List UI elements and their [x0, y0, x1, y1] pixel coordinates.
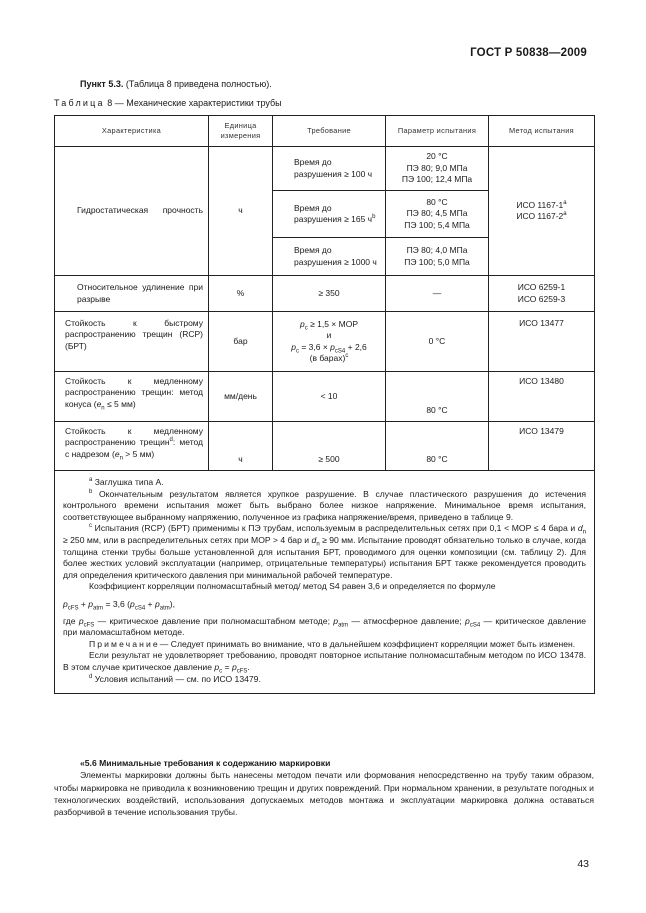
elong-unit: %	[209, 276, 273, 312]
hydro-req-3: Время до разрушения ≥ 1000 ч	[273, 238, 386, 276]
amendment-line	[80, 79, 272, 89]
table-caption-label: Таблица	[54, 98, 105, 108]
elong-requirement: ≥ 350	[273, 276, 386, 312]
notch-characteristic: Стойкость к медленному распространению трещин$^d$: метод с надрезом ($e_n > 5$ мм)	[55, 422, 209, 471]
rcp-param: 0 °С	[386, 312, 489, 372]
cone-requirement: < 10	[273, 372, 386, 422]
footnote-c: $^c$ Испытания (RCP) (БРТ) применимы к ПЭ трубам, используемым в распределительных сетях при 0,1 < MOP ≤ 4 бара и $d_n \ge 250$ мм, или в распределительных сетях при MOP > 4 бар и $d_n \ge 90$ мм. Испытание проводят обязательно только в случае, когда толщина стенки трубы больше установленной для испытания БРТ, проводимого для оценки композиции (см. таблицу 2). Для более жестких условий эксплуатации (например, отрицательные температуры) испытания БРТ также рекомендуется проводить для определения критического давления при минимальной рабочей температуре.	[63, 523, 586, 580]
footnote-d: $^d$ Условия испытаний — см. по ИСО 13479.	[89, 673, 261, 684]
amendment-label: Пункт 5.3.	[80, 79, 124, 89]
section-5-6	[54, 757, 594, 818]
hydro-characteristic: Гидростатическая прочность	[55, 147, 209, 276]
table-row	[55, 422, 595, 471]
amendment-text: (Таблица 8 приведена полностью).	[125, 79, 272, 89]
table-header-row	[55, 116, 595, 147]
hydro-methods: ИСО 1167-1$^a$ ИСО 1167-2$^a$	[489, 147, 595, 276]
notch-param: 80 °С	[386, 422, 489, 471]
elong-methods: ИСО 6259-1 ИСО 6259-3	[489, 276, 595, 312]
rcp-characteristic: Стойкость к быстрому распространению трещин (RCP) (БРТ)	[55, 312, 209, 372]
cone-unit: мм/день	[209, 372, 273, 422]
retest-text: Если результат не удовлетворяет требованию, проводят повторное испытание полномасштабным методом по ИСО 13478. В этом случае критическое давление $p_c = p_{cFS}$.	[63, 650, 586, 675]
mechanical-properties-table	[54, 115, 595, 694]
rcp-method: ИСО 13477	[489, 312, 595, 372]
correlation-formula: $p_{cFS} + p_{atm} = 3,6$ $(p_{cS4} + p_{atm})$,	[63, 598, 176, 612]
footnote-a: $^a$ Заглушка типа А.	[89, 477, 164, 487]
table-row	[55, 372, 595, 422]
table-row	[55, 276, 595, 312]
footnote-b: $^b$ Окончательным результатом является хрупкое разрушение. В случае пластического разрушения до истечения контрольного времени испытания может быть выбрано более низкое напряжение. Минимальное время испытания, соответствующее выбранному напряжению, полученное из графика напряжение/время, приведено в таблице 9.	[63, 488, 587, 522]
hydro-req-1: Время до разрушения ≥ 100 ч	[273, 147, 386, 191]
hydro-unit: ч	[209, 147, 273, 276]
note-primechanie: Примечание— Следует принимать во внимание, что в дальнейшем коэффициент корреляции может быть изменен.	[89, 638, 576, 649]
formula-legend: где $p_{cFS}$ — критическое давление при полномасштабном методе; $p_{atm}$ — атмосферное давление; $p_{cS4}$ — критическое давление при маломасштабном методе.	[63, 615, 587, 638]
hydro-param-1: 20 °С ПЭ 80; 9,0 МПа ПЭ 100; 12,4 МПа	[386, 147, 489, 191]
standard-header: ГОСТ Р 50838—2009	[470, 47, 587, 59]
header-parameter: Параметр испытания	[386, 116, 489, 147]
section-body: Элементы маркировки должны быть нанесены методом печати или формования непосредственно на трубу таким образом, чтобы маркировка не приводила к возникновению трещин и других повреждений. При нормальном хранении, в результате погодных и технологических воздействий, использования допускаемых методов монтажа и эксплуатации маркировка должна оставаться разборчивой в течение использования трубы.	[54, 770, 594, 818]
table-caption	[54, 98, 282, 108]
header-characteristic: Характеристика	[55, 116, 209, 147]
rcp-unit: бар	[209, 312, 273, 372]
table-caption-text: 8 — Механические характеристики трубы	[107, 98, 282, 108]
header-unit: Единица измерения	[209, 116, 273, 147]
hydro-param-2: 80 °С ПЭ 80; 4,5 МПа ПЭ 100; 5,4 МПа	[386, 191, 489, 238]
header-requirement: Требование	[273, 116, 386, 147]
cone-param: 80 °С	[386, 372, 489, 422]
elong-characteristic: Относительное удлинение при разрыве	[55, 276, 209, 312]
section-title: «5.6 Минимальные требования к содержанию маркировки	[80, 758, 331, 768]
table-notes-row	[55, 471, 595, 694]
notch-unit: ч	[209, 422, 273, 471]
hydro-req-2: Время до разрушения ≥ 165 $ч^b$	[273, 191, 386, 238]
hydro-param-3: ПЭ 80; 4,0 МПа ПЭ 100; 5,0 МПа	[386, 238, 489, 276]
elong-param: —	[386, 276, 489, 312]
correlation-text: Коэффициент корреляции полномасштабный метод/ метод S4 равен 3,6 и определяется по формуле	[89, 581, 496, 592]
rcp-requirement: $p_c \ge 1,5$ × MOP и $p_c = 3,6 \times p_{cS4} + 2,6$ (в барах)$^c$	[273, 312, 386, 372]
table-footnotes	[55, 471, 595, 694]
notch-requirement: ≥ 500	[273, 422, 386, 471]
cone-method: ИСО 13480	[489, 372, 595, 422]
cone-characteristic: Стойкость к медленному распространению трещин: метод конуса ($e_n \le 5$ мм)	[55, 372, 209, 422]
page-number: 43	[577, 858, 589, 870]
notch-method: ИСО 13479	[489, 422, 595, 471]
table-row	[55, 147, 595, 191]
header-method: Метод испытания	[489, 116, 595, 147]
table-row	[55, 312, 595, 372]
